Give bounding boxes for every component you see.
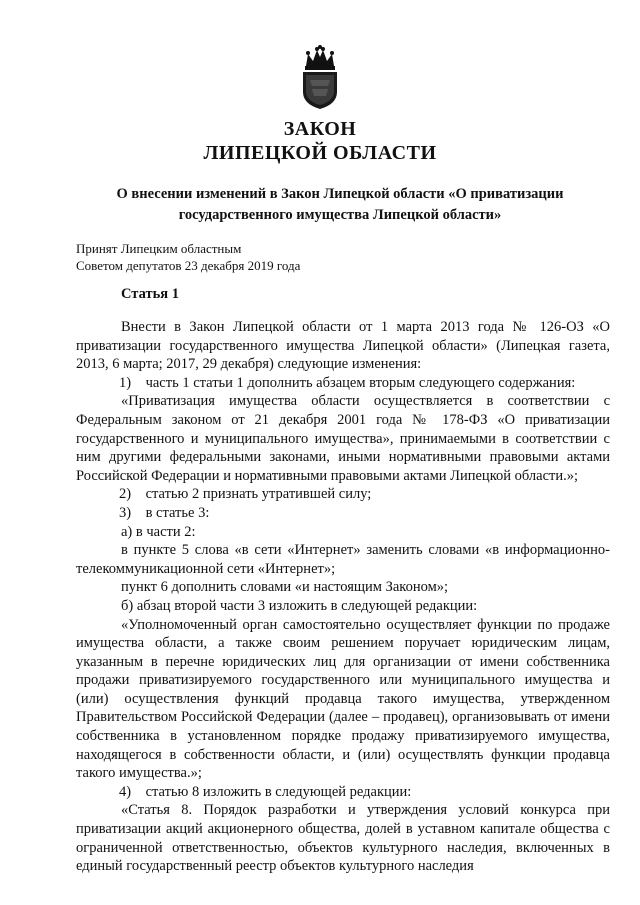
article-heading: Статья 1 <box>121 286 179 302</box>
item-3: 3) в статье 3: <box>119 504 210 521</box>
intro-paragraph: Внести в Закон Липецкой области от 1 марта 2013 года № 126-ОЗ «О приватизации государственного имущества Липецкой области» (Липецкая газета, 2013, 6 марта; 2017, 29 декабря) следующие изменения: <box>76 319 610 373</box>
law-title: ЗАКОН <box>283 118 357 140</box>
subitem-a-point-5: в пункте 5 слова «в сети «Интернет» заменить словами «в информационно-телекоммуникационной сети «Интернет»; <box>76 542 610 577</box>
quoted-paragraph: «Приватизация имущества области осуществляется в соответствии с Федеральным законом от 21 декабря 2001 года № 178-ФЗ «О приватизации государственного и муниципального имущества», принимаемыми в соответствии с ним другими федеральными законами, иными нормативными правовыми актами Российской Федерации и нормативными правовыми актами Липецкой области.»; <box>76 393 610 484</box>
subitem-a-point-6: пункт 6 дополнить словами «и настоящим Законом»; <box>121 579 449 596</box>
item-1: 1) часть 1 статьи 1 дополнить абзацем вторым следующего содержания: <box>119 374 576 391</box>
item-4: 4) статью 8 изложить в следующей редакции: <box>119 783 412 800</box>
quoted-paragraph-2: «Уполномоченный орган самостоятельно осуществляет функции по продаже имущества области, а также своим решением поручает юридическим лицам, указанным в перечне юридических лиц для организации от имени собственника продажи приватизируемого государственного или муниципального имущества и (или) осуществления функций продавца такого имущества, утвержденном Правительством Российской Федерации (далее – продавец), организовывать от имени собственника в установленном порядке продажу приватизируемого имущества, находящегося в собственности области, и (или) осуществлять функции продавца такого имущества.»; <box>76 616 610 782</box>
lipetsk-coat-of-arms-icon <box>298 44 342 110</box>
item-2: 2) статью 2 признать утратившей силу; <box>119 486 372 503</box>
article-8-heading: «Статья 8. Порядок разработки и утверждения условий конкурса при приватизации акций акционерного общества, долей в уставном капитале общества с ограниченной ответственностью, объектов культурного наследия, включенных в единый государственный реестр объектов культурного наследия <box>76 802 610 875</box>
law-subject-line-2: государственного имущества Липецкой области» <box>178 207 502 223</box>
article-body <box>76 318 610 876</box>
subitem-a: а) в части 2: <box>121 523 196 540</box>
adopted-by-line-2: Советом депутатов 23 декабря 2019 года <box>76 258 301 273</box>
law-subject-line-1: О внесении изменений в Закон Липецкой области «О приватизации <box>116 186 564 202</box>
law-region-title: ЛИПЕЦКОЙ ОБЛАСТИ <box>203 142 437 164</box>
adopted-by-line-1: Принят Липецким областным <box>76 241 242 256</box>
subitem-b: б) абзац второй части 3 изложить в следующей редакции: <box>121 597 478 614</box>
